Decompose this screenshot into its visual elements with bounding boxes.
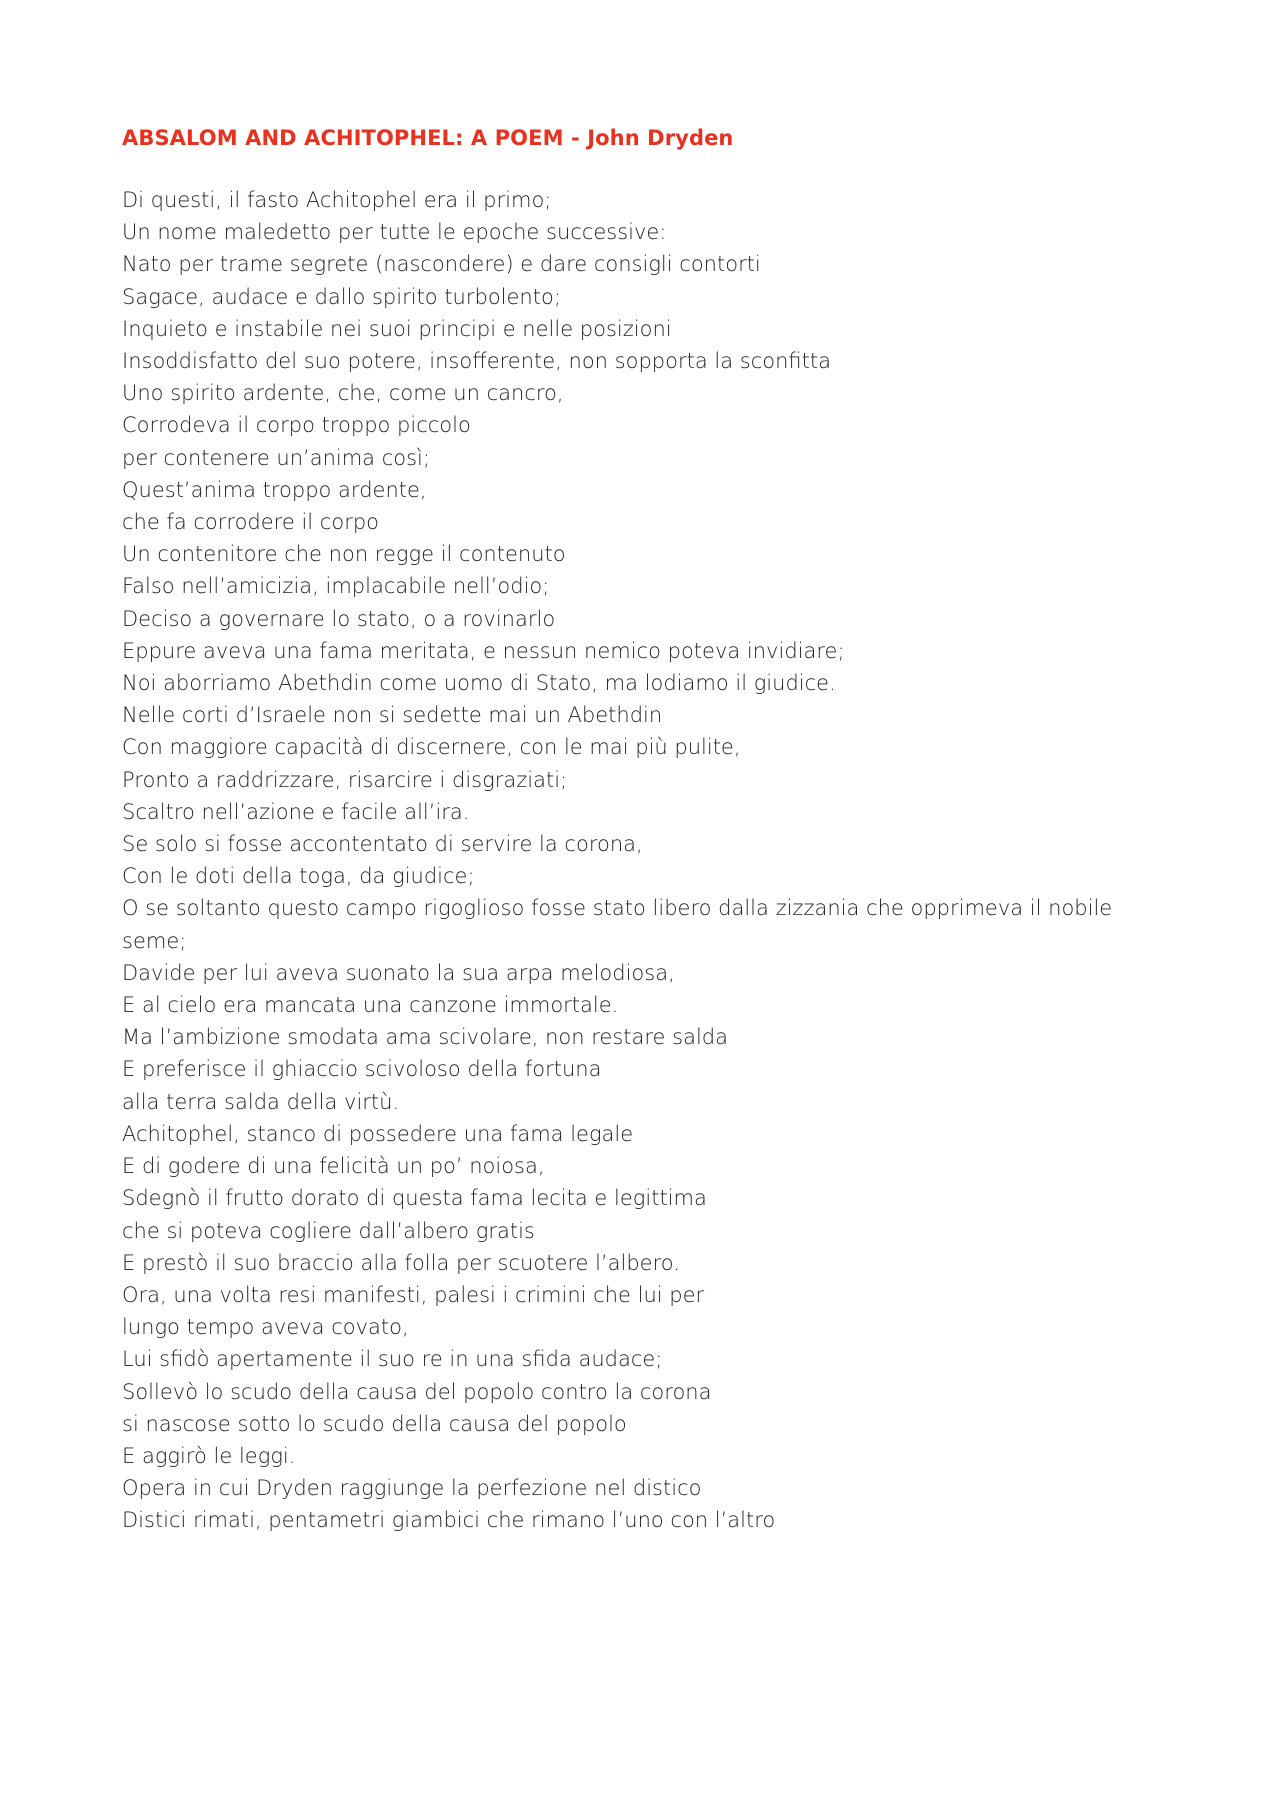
poem-line: Davide per lui aveva suonato la sua arpa melodiosa, bbox=[122, 960, 675, 985]
poem-line: per contenere un’anima così; bbox=[122, 445, 430, 470]
document-title: ABSALOM AND ACHITOPHEL: A POEM - John Dryden bbox=[122, 126, 734, 150]
poem-line: Un contenitore che non regge il contenuto bbox=[122, 542, 566, 567]
poem-line: Insoddisfatto del suo potere, insofferente, non sopporta la sconfitta bbox=[122, 349, 831, 374]
poem-line: E di godere di una felicità un po’ noiosa, bbox=[122, 1154, 545, 1179]
poem-line: Pronto a raddrizzare, risarcire i disgraziati; bbox=[122, 767, 568, 792]
poem-line: Ora, una volta resi manifesti, palesi i crimini che lui per bbox=[122, 1282, 705, 1307]
poem-line: Sdegnò il frutto dorato di questa fama lecita e legittima bbox=[122, 1186, 707, 1211]
poem-line: E al cielo era mancata una canzone immortale. bbox=[122, 993, 619, 1018]
poem-line: E aggirò le leggi. bbox=[122, 1443, 296, 1468]
poem-line: seme; bbox=[122, 928, 187, 953]
poem-line: Nato per trame segrete (nascondere) e dare consigli contorti bbox=[122, 252, 761, 277]
poem-line: Falso nell’amicizia, implacabile nell’odio; bbox=[122, 574, 550, 599]
poem-line: Deciso a governare lo stato, o a rovinarlo bbox=[122, 606, 556, 631]
poem-line: Un nome maledetto per tutte le epoche successive: bbox=[122, 220, 667, 245]
poem-line: Di questi, il fasto Achitophel era il primo; bbox=[122, 188, 552, 212]
poem-text bbox=[122, 184, 1164, 1537]
poem-line: Noi aborriamo Abethdin come uomo di Stato, ma lodiamo il giudice. bbox=[122, 671, 836, 696]
poem-line: Uno spirito ardente, che, come un cancro, bbox=[122, 381, 564, 406]
poem-line: Achitophel, stanco di possedere una fama legale bbox=[122, 1121, 634, 1146]
document-content bbox=[122, 122, 1164, 1537]
poem-line: che si poteva cogliere dall’albero gratis bbox=[122, 1218, 535, 1243]
poem-line: Scaltro nell’azione e facile all’ira. bbox=[122, 799, 470, 824]
poem-line: Corrodeva il corpo troppo piccolo bbox=[122, 413, 471, 438]
poem-line: Ma l’ambizione smodata ama scivolare, non restare salda bbox=[122, 1025, 728, 1050]
poem-line: E prestò il suo braccio alla folla per scuotere l’albero. bbox=[122, 1250, 680, 1275]
poem-line: lungo tempo aveva covato, bbox=[122, 1315, 409, 1340]
poem-line: Con le doti della toga, da giudice; bbox=[122, 864, 475, 889]
poem-line: Opera in cui Dryden raggiunge la perfezione nel distico bbox=[122, 1476, 702, 1501]
poem-line: Quest’anima troppo ardente, bbox=[122, 477, 427, 502]
poem-line: alla terra salda della virtù. bbox=[122, 1089, 400, 1114]
poem-line: E preferisce il ghiaccio scivoloso della fortuna bbox=[122, 1057, 602, 1082]
poem-line: O se soltanto questo campo rigoglioso fosse stato libero dalla zizzania che opprimeva il nobile bbox=[122, 896, 1113, 921]
poem-line: Nelle corti d’Israele non si sedette mai un Abethdin bbox=[122, 703, 663, 728]
poem-line: si nascose sotto lo scudo della causa del popolo bbox=[122, 1411, 627, 1436]
poem-line: Eppure aveva una fama meritata, e nessun nemico poteva invidiare; bbox=[122, 638, 845, 663]
poem-line: Lui sfidò apertamente il suo re in una sfida audace; bbox=[122, 1347, 663, 1372]
poem-line: che fa corrodere il corpo bbox=[122, 510, 380, 535]
poem-line: Con maggiore capacità di discernere, con le mai più pulite, bbox=[122, 735, 741, 760]
poem-line: Sagace, audace e dallo spirito turbolento; bbox=[122, 284, 561, 309]
poem-line: Distici rimati, pentametri giambici che rimano l’uno con l’altro bbox=[122, 1508, 776, 1533]
poem-line: Se solo si fosse accontentato di servire la corona, bbox=[122, 832, 643, 857]
poem-line: Inquieto e instabile nei suoi principi e nelle posizioni bbox=[122, 316, 672, 341]
poem-line: Sollevò lo scudo della causa del popolo contro la corona bbox=[122, 1379, 712, 1404]
